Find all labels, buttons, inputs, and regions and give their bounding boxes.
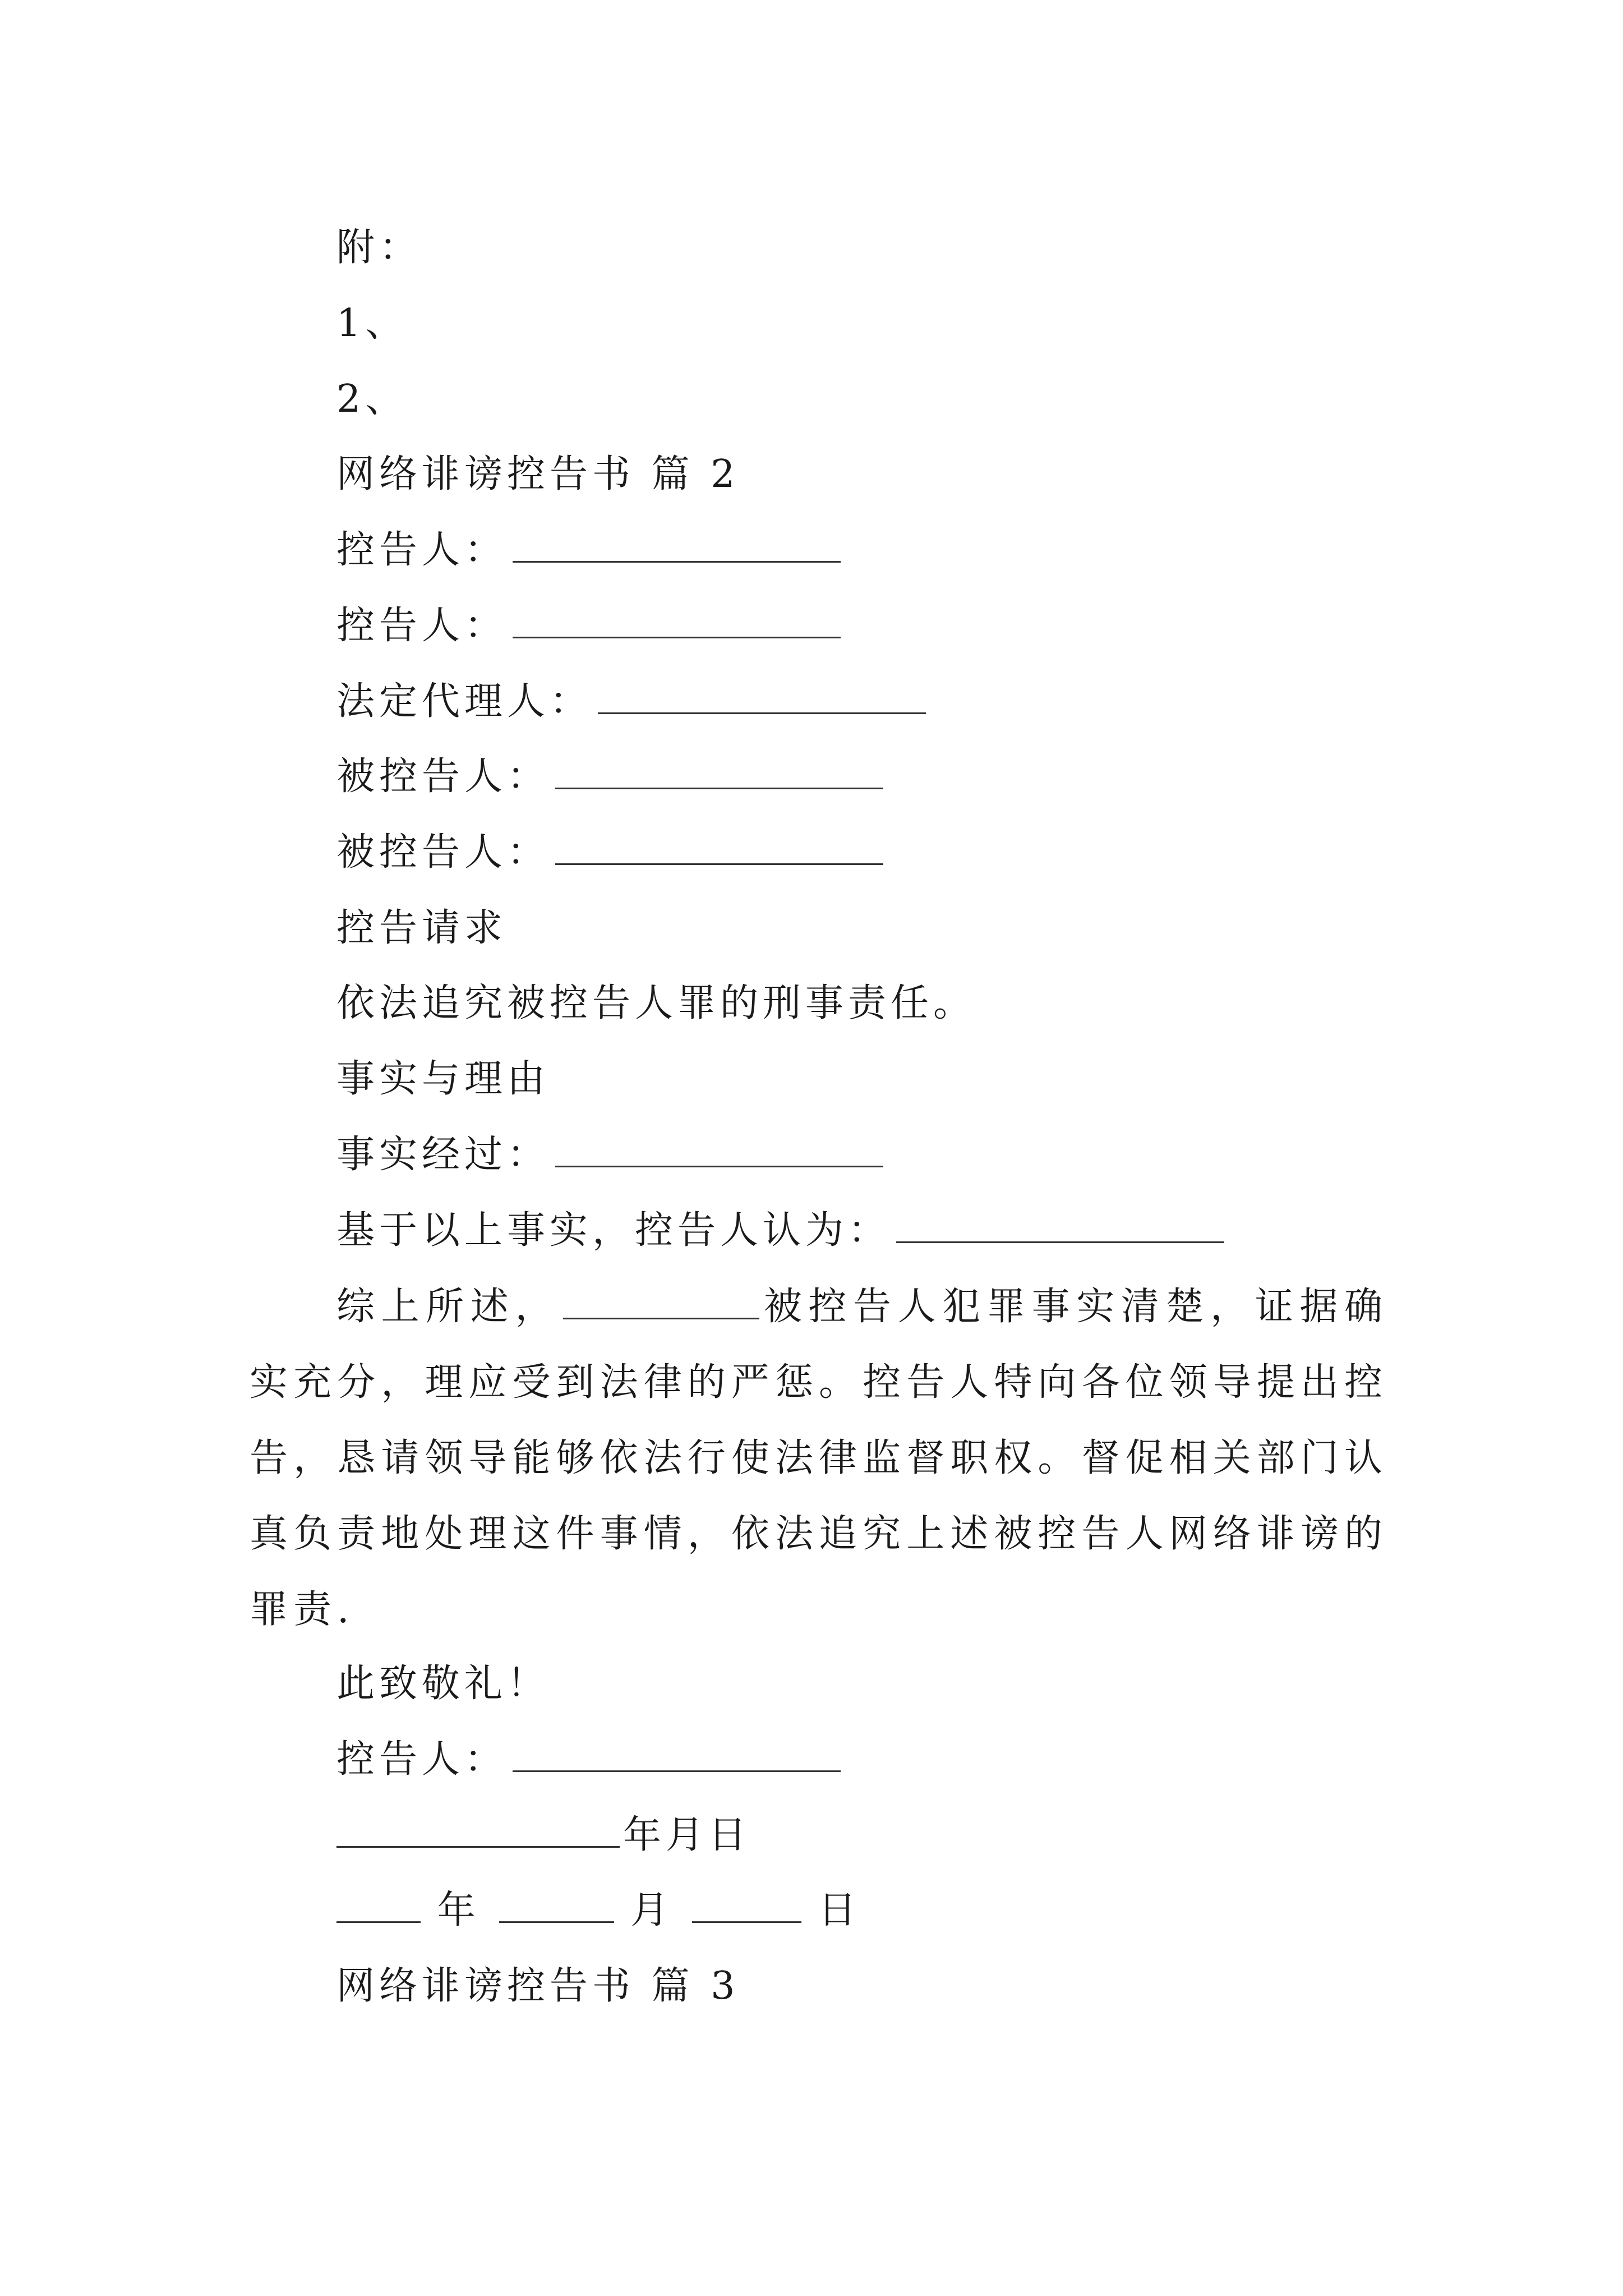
request-heading: 控告请求 <box>336 906 508 950</box>
signature-row <box>336 1737 841 1782</box>
section-3-title: 网络诽谤控告书 篇 3 <box>336 1964 740 2008</box>
defendant-2-blank <box>555 834 883 865</box>
appendix-item-1: 1、 <box>336 301 408 346</box>
date-month-label: 月 <box>630 1888 674 1932</box>
defendant-2-row <box>336 830 883 875</box>
facts-heading: 事实与理由 <box>336 1057 550 1101</box>
appendix-item-2: 2、 <box>336 377 408 421</box>
defendant-2-label: 被控告人： <box>336 830 550 875</box>
complainant-1-label: 控告人： <box>336 528 508 572</box>
facts-label: 事实经过： <box>336 1133 550 1177</box>
date-day-blank <box>692 1892 801 1923</box>
appendix-label: 附： <box>336 226 422 270</box>
date-row-1 <box>336 1813 751 1857</box>
date-year-blank <box>336 1892 421 1923</box>
signature-label: 控告人： <box>336 1737 508 1782</box>
complainant-1-row <box>336 528 841 572</box>
facts-row <box>336 1133 883 1177</box>
summary-prefix: 综上所述， <box>336 1285 560 1329</box>
complainant-2-blank <box>513 608 841 638</box>
legal-rep-row <box>336 679 926 724</box>
section-2-title: 网络诽谤控告书 篇 2 <box>336 452 740 496</box>
date-year-label: 年 <box>437 1888 480 1932</box>
defendant-1-row <box>336 754 883 799</box>
closing-salutation: 此致敬礼！ <box>336 1662 550 1706</box>
opinion-row <box>336 1208 1224 1253</box>
complainant-2-row <box>336 604 841 648</box>
date-day-label: 日 <box>818 1888 861 1932</box>
complainant-2-label: 控告人： <box>336 604 508 648</box>
complainant-1-blank <box>513 532 841 563</box>
date-row-2 <box>336 1888 861 1932</box>
summary-paragraph <box>250 1269 1388 1648</box>
summary-body: 被控告人犯罪事实清楚，证据确实充分，理应受到法律的严惩。控告人特向各位领导提出控告，恳请领导能够依法行使法律监督职权。督促相关部门认真负责地处理这件事情，依法追究上述被控告人网络诽谤的罪责. <box>250 1285 1388 1632</box>
facts-blank <box>555 1137 883 1167</box>
defendant-1-label: 被控告人： <box>336 754 550 799</box>
opinion-label: 基于以上事实，控告人认为： <box>336 1208 891 1253</box>
date-row-1-text: 年月日 <box>623 1813 751 1857</box>
opinion-blank <box>896 1212 1224 1243</box>
request-text: 依法追究被控告人罪的刑事责任。 <box>336 981 976 1025</box>
legal-rep-blank <box>598 683 926 714</box>
date-row-1-blank <box>336 1817 620 1848</box>
summary-blank <box>563 1289 759 1319</box>
legal-rep-label: 法定代理人： <box>336 679 593 724</box>
signature-blank <box>513 1741 841 1772</box>
date-month-blank <box>499 1892 614 1923</box>
defendant-1-blank <box>555 758 883 789</box>
